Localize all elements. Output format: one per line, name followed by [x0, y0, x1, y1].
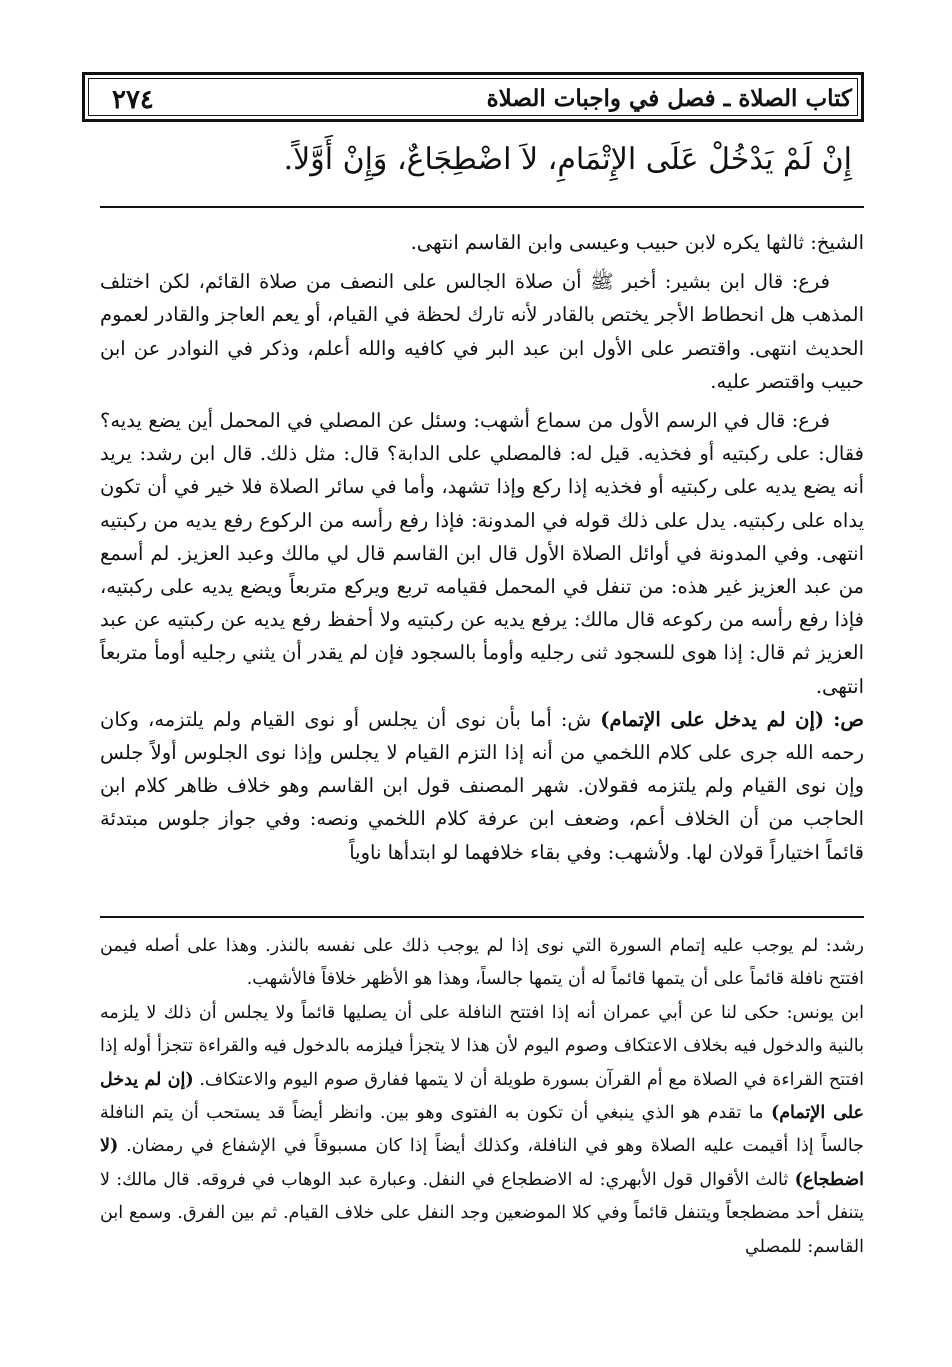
commentary-body: [100, 226, 864, 869]
footnote-matn-quote: (إن لم يدخل على الإتمام): [100, 1069, 864, 1124]
far-paragraph-1: فرع: قال ابن بشير: أخبر ﷺ أن صلاة الجالس على النصف من صلاة القائم، لكن اختلف المذهب هل انحطاط الأجر يختص بالقادر لأنه تارك لحظة في القيام، أو يعم العاجز والقادر لعموم الحديث انتهى. واقتصر على الأول ابن عبد البر في كافيه والله أعلم، وذكر في النوادر عن ابن حبيب واقتصر عليه.: [100, 270, 864, 393]
shaykh-paragraph: الشيخ: ثالثها يكره لابن حبيب وعيسى وابن القاسم انتهى.: [410, 231, 864, 254]
far-paragraph-2: فرع: قال في الرسم الأول من سماع أشهب: وسئل عن المصلي في المحمل أين يضع يديه؟ فقال: على ركبتيه أو فخذيه. قيل له: فالمصلي على الدابة؟ قال: مثل ذلك. قال ابن رشد: يريد أنه يضع يديه على ركبتيه أو فخذيه إذا ركع وإذا تشهد، وأما في سائر الصلاة فلا خير في أن تكون يداه على ركبتيه. يدل على ذلك قوله في المدونة: فإذا رفع رأسه من الركوع رفع يديه من ركبتيه انتهى. وفي المدونة في أوائل الصلاة الأول قال ابن القاسم قال لي مالك وعبد العزيز. لم أسمع من عبد العزيز غير هذه: من تنفل في المحمل فقيامه تربع ويركع متربعاً ويضع يديه على ركبتيه، فإذا رفع رأسه من ركوعه قال مالك: يرفع يديه عن ركبتيه ولا أحفظ رفع يديه عن ركبتيه عن عبد العزيز ثم قال: إذا هوى للسجود ثنى رجليه وأومأ بالسجود فإن لم يقدر أن يثني رجليه أومأ متربعاً انتهى.: [100, 409, 864, 698]
footnote-abhari-text: ثالث الأقوال قول الأبهري: له الاضطجاع في النفل. وعبارة عبد الوهاب في فروقه. قال مالك: لا يتنفل أحد مضطجعاً ويتنفل قائماً وفي كلا الموضعين وجد النفل على خلاف القيام. ثم بين الفرق. وسمع ابن القاسم: للمصلي: [100, 1169, 864, 1257]
footnote-matn-quote-2: (لا اضطجاع): [100, 1136, 864, 1190]
sad-label: ص:: [833, 707, 864, 731]
footnote-ibn-yunus: [100, 997, 864, 1264]
matn-divider: [100, 206, 864, 208]
running-title: كتاب الصلاة ـ فصل في واجبات الصلاة: [486, 85, 852, 112]
sharh-text: ش: أما بأن نوى أن يجلس أو نوى القيام ولم يلتزمه، وكان رحمه الله جرى على كلام اللخمي من أنه إذا التزم القيام لا يجلس وإذا نوى الجلوس أولاً جلس وإن نوى القيام ولم يلتزمه فقولان. شهر المصنف قول ابن القاسم وهو خلاف ظاهر كلام ابن الحاجب من أن الخلاف أعم، وضعف ابن عرفة كلام اللخمي ونصه: وفي جواز جلوس مبتدئة قائماً اختياراً قولان لها. ولأشهب: وفي بقاء خلافهما لو ابتدأها ناوياً: [100, 707, 864, 864]
footnote-ibn-yunus-text: ابن يونس: حكى لنا عن أبي عمران أنه إذا افتتح النافلة على أن يصليها قائماً ولا يجلس أن ذلك لا يلزمه بالنية والدخول فيه بخلاف الاعتكاف وصوم اليوم لأن هذا لا يتجزأ فيلزمه بالدخول فيه والقراءة تتجزأ أوله إذا افتتح القراءة في الصلاة مع أم القرآن بسورة طويلة أن لا يتمها ففارق صوم اليوم والاعتكاف.: [100, 1002, 864, 1090]
footnotes: [100, 930, 864, 1264]
sharh-paragraph: [100, 703, 864, 869]
footnote-continuation: ما تقدم هو الذي ينبغي أن تكون به الفتوى وهو بين. وانظر أيضاً قد يستحب أن يتم النافلة جالساً إذا أقيمت عليه الصلاة وهو في النافلة، وكذلك أيضاً إذا كان مسبوقاً في الإشفاع في رمضان.: [100, 1103, 864, 1157]
footnote-divider: [100, 916, 864, 918]
matn-text: إِنْ لَمْ يَدْخُلْ عَلَى الإِتْمَامِ، لاَ اضْطِجَاعٌ، وَإِنْ أَوَّلاً.: [283, 142, 852, 177]
page-number: ٢٧٤: [112, 85, 154, 115]
footnote-rushd: رشد: لم يوجب عليه إتمام السورة التي نوى إذا لم يوجب ذلك على نفسه بالنذر. وهذا على أصله فيمن افتتح نافلة قائماً على أن يتمها قائماً له أن يتمها جالساً، وهذا هو الأظهر خلافاً فالأشهب.: [100, 936, 864, 990]
matn-quote: (إن لم يدخل على الإتمام): [600, 707, 825, 731]
